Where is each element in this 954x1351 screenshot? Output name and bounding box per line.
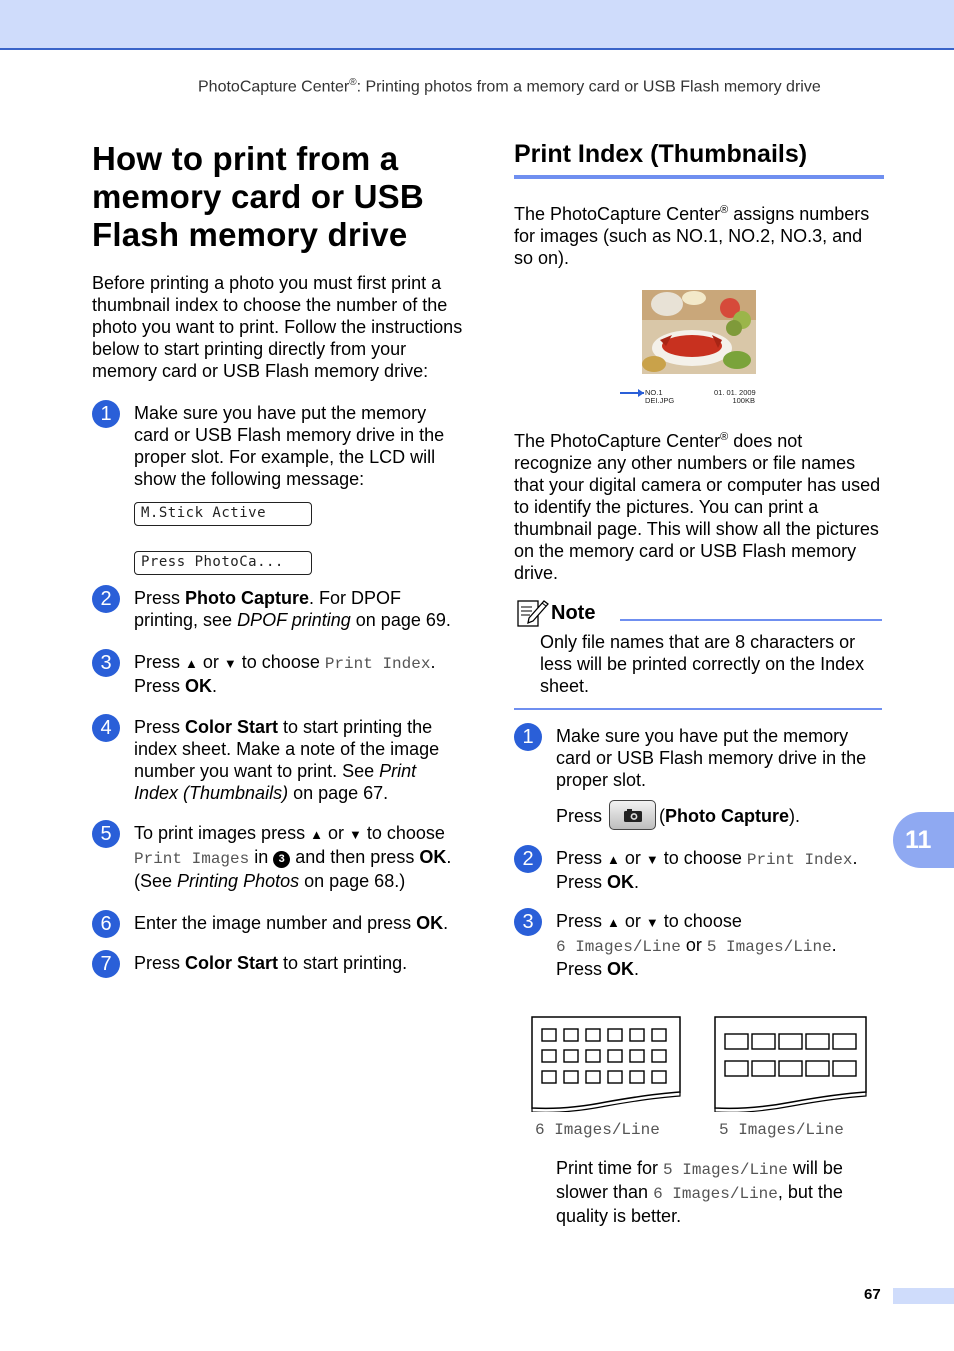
step-number-badge: 1 xyxy=(92,400,120,428)
running-header xyxy=(198,77,821,96)
note-text: Only file names that are 8 characters or less will be printed correctly on the Index sheet. xyxy=(540,632,865,696)
note-bottom-rule xyxy=(514,708,882,710)
section-title: Print Index (Thumbnails) xyxy=(514,140,884,179)
left-step-4 xyxy=(92,716,464,804)
thumbnail-photo xyxy=(642,290,756,374)
step-text: Press Color Start to start printing the index sheet. Make a note of the image number you want to print. See Print Index (Thumbnails) on page 67. xyxy=(134,717,440,803)
step-text: To print images press ▲ or ▼ to choose Print Images in 3 and then press OK. (See Printing Photos on page 68.) xyxy=(134,823,452,891)
step-text: Press ▲ or ▼ to choose Print Index. Press OK. xyxy=(134,652,436,696)
left-step-2 xyxy=(92,587,464,631)
note-header xyxy=(514,598,882,628)
up-arrow-icon: ▲ xyxy=(607,852,620,867)
five-images-sheet-illustration xyxy=(714,1016,869,1112)
step-number-badge: 3 xyxy=(514,908,542,936)
thumbnail-caption-name: NO.1 DEI.JPG xyxy=(645,388,675,405)
step-press-line: Press (Photo Capture). xyxy=(556,800,884,830)
photo-capture-button[interactable] xyxy=(609,800,656,830)
step-reference-badge: 3 xyxy=(273,851,290,868)
camera-icon xyxy=(624,809,642,822)
step-number-badge: 2 xyxy=(514,845,542,873)
running-header-text: PhotoCapture Center xyxy=(198,78,350,96)
right-step-2 xyxy=(514,847,884,893)
thumbnail-caption-date: 01. 01. 2009 100KB xyxy=(714,388,756,405)
step-text: Press ▲ or ▼ to choose Print Index. Press OK. xyxy=(556,848,858,892)
paragraph-numbering: The PhotoCapture Center® assigns numbers for images (such as NO.1, NO.2, NO.3, and so on). xyxy=(514,204,870,268)
down-arrow-icon: ▼ xyxy=(223,656,237,671)
running-header-text-rest: : Printing photos from a memory card or USB Flash memory drive xyxy=(356,78,821,96)
lcd-message-2: Press PhotoCa... xyxy=(134,551,312,575)
step-number-badge: 3 xyxy=(92,649,120,677)
up-arrow-icon: ▲ xyxy=(310,827,323,842)
step-text: Make sure you have put the memory card or USB Flash memory drive in the proper slot. xyxy=(556,726,867,790)
left-step-5 xyxy=(92,822,464,892)
left-step-3 xyxy=(92,651,464,697)
up-arrow-icon: ▲ xyxy=(185,656,198,671)
right-step-1 xyxy=(514,725,884,830)
step-number-badge: 6 xyxy=(92,910,120,938)
left-column xyxy=(92,140,464,974)
left-step-1 xyxy=(92,402,464,575)
lcd-message-1: M.Stick Active xyxy=(134,502,312,526)
step-number-badge: 1 xyxy=(514,723,542,751)
step-number-badge: 7 xyxy=(92,950,120,978)
step-text: Make sure you have put the memory card or USB Flash memory drive in the proper slot. For example, the LCD will show the following message: xyxy=(134,403,445,489)
page-title: How to print from a memory card or USB Flash memory drive xyxy=(92,140,424,253)
down-arrow-icon: ▼ xyxy=(645,852,659,867)
six-images-sheet-illustration xyxy=(531,1016,683,1112)
note-title: Note xyxy=(551,602,596,624)
top-color-band xyxy=(0,0,954,50)
step-text: Press Photo Capture. For DPOF printing, see DPOF printing on page 69. xyxy=(134,588,451,630)
note-rule xyxy=(620,619,882,621)
five-images-label: 5 Images/Line xyxy=(719,1121,844,1139)
page-number: 67 xyxy=(864,1286,881,1303)
right-step-3 xyxy=(514,910,884,980)
chapter-tab: 11 xyxy=(893,812,954,868)
step-number-badge: 2 xyxy=(92,585,120,613)
step-text: Press ▲ or ▼ to choose 6 Images/Line or 5 Images/Line. Press OK. xyxy=(556,911,837,979)
left-step-7 xyxy=(92,952,464,974)
note-pencil-icon xyxy=(517,598,549,628)
registered-mark: ® xyxy=(349,77,357,88)
intro-paragraph: Before printing a photo you must first print a thumbnail index to choose the number of the photo you want to print. Follow the instructions below to start printing directly from your memory card or USB Flash memory drive: xyxy=(92,273,463,381)
step-text: Enter the image number and press OK. xyxy=(134,913,449,933)
step-number-badge: 4 xyxy=(92,714,120,742)
step-text: Press Color Start to start printing. xyxy=(134,953,408,973)
paragraph-recognition: The PhotoCapture Center® does not recognize any other numbers or file names that your digital camera or computer has used to identify the pictures. You can print a thumbnail page. This will show all the pictures on the memory card or USB Flash memory drive. xyxy=(514,431,881,583)
down-arrow-icon: ▼ xyxy=(348,827,362,842)
up-arrow-icon: ▲ xyxy=(607,915,620,930)
down-arrow-icon: ▼ xyxy=(645,915,659,930)
six-images-label: 6 Images/Line xyxy=(535,1121,660,1139)
step-number-badge: 5 xyxy=(92,820,120,848)
page-number-bar xyxy=(893,1288,954,1304)
print-time-paragraph: Print time for 5 Images/Line will be slower than 6 Images/Line, but the quality is better. xyxy=(556,1158,843,1226)
left-step-6 xyxy=(92,912,464,934)
pointer-arrowhead-icon xyxy=(638,389,644,397)
